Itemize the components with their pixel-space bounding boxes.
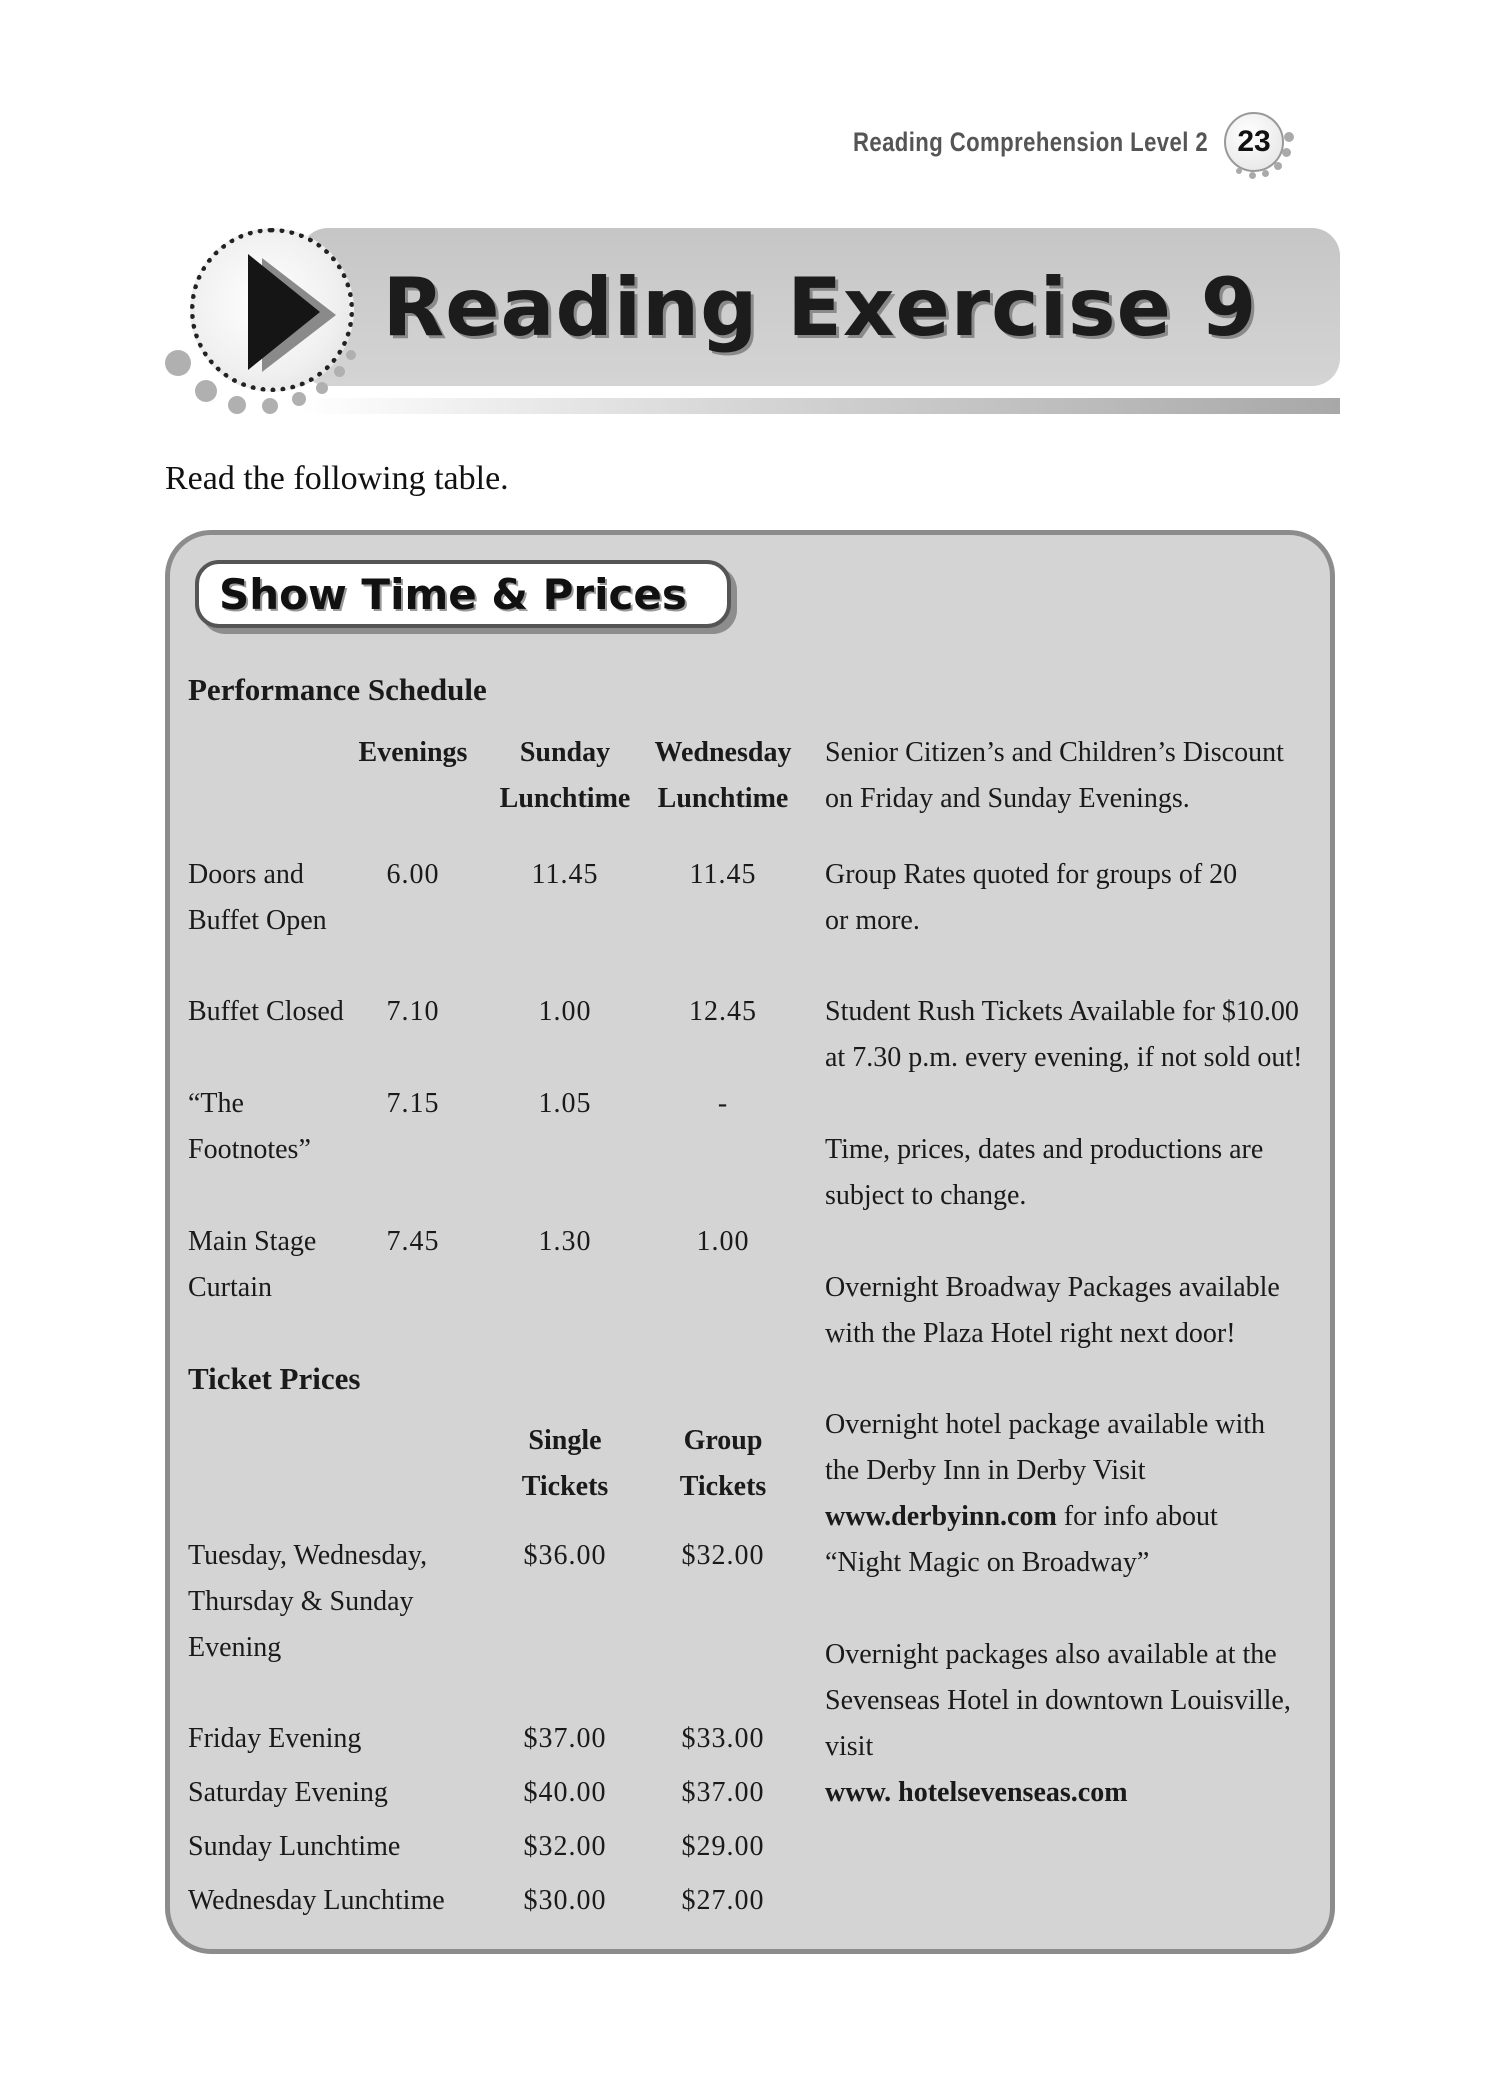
ticket-price-cell: $36.00: [523, 1540, 607, 1571]
ticket-price-cell: $27.00: [681, 1885, 765, 1916]
ticket-row-label: Evening: [188, 1632, 282, 1663]
ticket-price-cell: $37.00: [523, 1723, 607, 1754]
decorative-dot: [316, 382, 328, 394]
column-header-single: Single: [528, 1425, 602, 1456]
student-rush-note: Student Rush Tickets Available for $10.00: [825, 996, 1299, 1027]
play-triangle-icon: [240, 250, 340, 380]
schedule-cell: 11.45: [531, 859, 599, 890]
schedule-cell: 7.45: [386, 1226, 440, 1257]
decorative-dot: [292, 392, 306, 406]
column-header-wednesday-sub: Lunchtime: [657, 783, 789, 814]
ticket-price-cell: $32.00: [523, 1831, 607, 1862]
schedule-heading: Performance Schedule: [188, 672, 487, 707]
discount-note: on Friday and Sunday Evenings.: [825, 783, 1190, 814]
ticket-row-label: Tuesday, Wednesday,: [188, 1540, 428, 1571]
schedule-row-label: “The: [188, 1088, 244, 1119]
column-header-single-sub: Tickets: [521, 1471, 609, 1502]
ticket-row-label: Thursday & Sunday: [188, 1586, 414, 1617]
derby-inn-note-line: [825, 1494, 1218, 1540]
broadway-package-note: with the Plaza Hotel right next door!: [825, 1318, 1236, 1349]
decorative-dot: [228, 396, 246, 414]
derby-inn-note: the Derby Inn in Derby Visit: [825, 1455, 1146, 1486]
discount-note: Senior Citizen’s and Children’s Discount: [825, 737, 1284, 768]
banner-underline: [300, 398, 1340, 414]
schedule-row-label: Main Stage: [188, 1226, 317, 1257]
column-header-sunday: Sunday: [519, 737, 611, 768]
column-header-sunday-sub: Lunchtime: [499, 783, 631, 814]
derby-inn-note: Overnight hotel package available with: [825, 1409, 1266, 1440]
ticket-row-label: Wednesday Lunchtime: [188, 1885, 445, 1916]
sevenseas-note: Sevenseas Hotel in downtown Louisville,: [825, 1685, 1291, 1716]
column-header-evenings: Evenings: [358, 737, 468, 768]
ticket-price-cell: $29.00: [681, 1831, 765, 1862]
derby-inn-note: “Night Magic on Broadway”: [825, 1547, 1150, 1578]
derby-inn-note: for info about: [1056, 1501, 1218, 1532]
decorative-dot: [195, 380, 217, 402]
decorative-dot: [165, 350, 191, 376]
page-number-badge: [1224, 112, 1284, 172]
decorative-dot: [1274, 162, 1282, 170]
schedule-cell: 7.15: [386, 1088, 440, 1119]
instruction-text: Read the following table.: [165, 460, 509, 497]
schedule-cell: 1.00: [696, 1226, 750, 1257]
schedule-row-label: Doors and: [188, 859, 304, 890]
change-note: subject to change.: [825, 1180, 1027, 1211]
decorative-dot: [1249, 172, 1256, 179]
decorative-dot: [1262, 170, 1269, 177]
sevenseas-note: visit: [825, 1731, 874, 1762]
schedule-row-label: Buffet Closed: [188, 996, 344, 1027]
decorative-dot: [1284, 132, 1294, 142]
schedule-row-label: Curtain: [188, 1272, 272, 1303]
schedule-cell: 12.45: [689, 996, 757, 1027]
change-note: Time, prices, dates and productions are: [825, 1134, 1264, 1165]
schedule-cell: 1.05: [538, 1088, 592, 1119]
ticket-row-label: Saturday Evening: [188, 1777, 388, 1808]
derby-inn-link[interactable]: www.derbyinn.com: [825, 1501, 1057, 1532]
decorative-dot: [346, 350, 356, 360]
broadway-package-note: Overnight Broadway Packages available: [825, 1272, 1280, 1303]
schedule-cell: 1.30: [538, 1226, 592, 1257]
ticket-price-cell: $33.00: [681, 1723, 765, 1754]
schedule-cell: 1.00: [538, 996, 592, 1027]
ticket-row-label: Sunday Lunchtime: [188, 1831, 401, 1862]
decorative-dot: [262, 398, 278, 414]
column-header-group: Group: [683, 1425, 763, 1456]
decorative-dot: [1282, 148, 1291, 157]
schedule-cell: 11.45: [689, 859, 757, 890]
schedule-row-label: Footnotes”: [188, 1134, 311, 1165]
ticket-price-cell: $30.00: [523, 1885, 607, 1916]
exercise-title: Reading Exercise 9: [382, 260, 1258, 354]
ticket-prices-heading: Ticket Prices: [188, 1361, 361, 1396]
schedule-cell: 7.10: [386, 996, 440, 1027]
panel-title: Show Time & Prices: [195, 560, 731, 628]
schedule-row-label: Buffet Open: [188, 905, 327, 936]
running-title: Reading Comprehension Level 2: [852, 126, 1208, 157]
ticket-price-cell: $32.00: [681, 1540, 765, 1571]
group-rates-note: or more.: [825, 905, 920, 936]
decorative-dot: [1236, 168, 1242, 174]
page-number: 23: [1224, 112, 1284, 172]
ticket-price-cell: $40.00: [523, 1777, 607, 1808]
group-rates-note: Group Rates quoted for groups of 20: [825, 859, 1238, 890]
schedule-cell: -: [717, 1088, 729, 1119]
ticket-row-label: Friday Evening: [188, 1723, 362, 1754]
column-header-wednesday: Wednesday: [654, 737, 792, 768]
running-header: [775, 112, 1284, 172]
column-header-group-sub: Tickets: [679, 1471, 767, 1502]
student-rush-note: at 7.30 p.m. every evening, if not sold out!: [825, 1042, 1303, 1073]
sevenseas-note: Overnight packages also available at the: [825, 1639, 1277, 1670]
schedule-cell: 6.00: [386, 859, 440, 890]
ticket-price-cell: $37.00: [681, 1777, 765, 1808]
sevenseas-link[interactable]: www. hotelsevenseas.com: [825, 1777, 1128, 1808]
